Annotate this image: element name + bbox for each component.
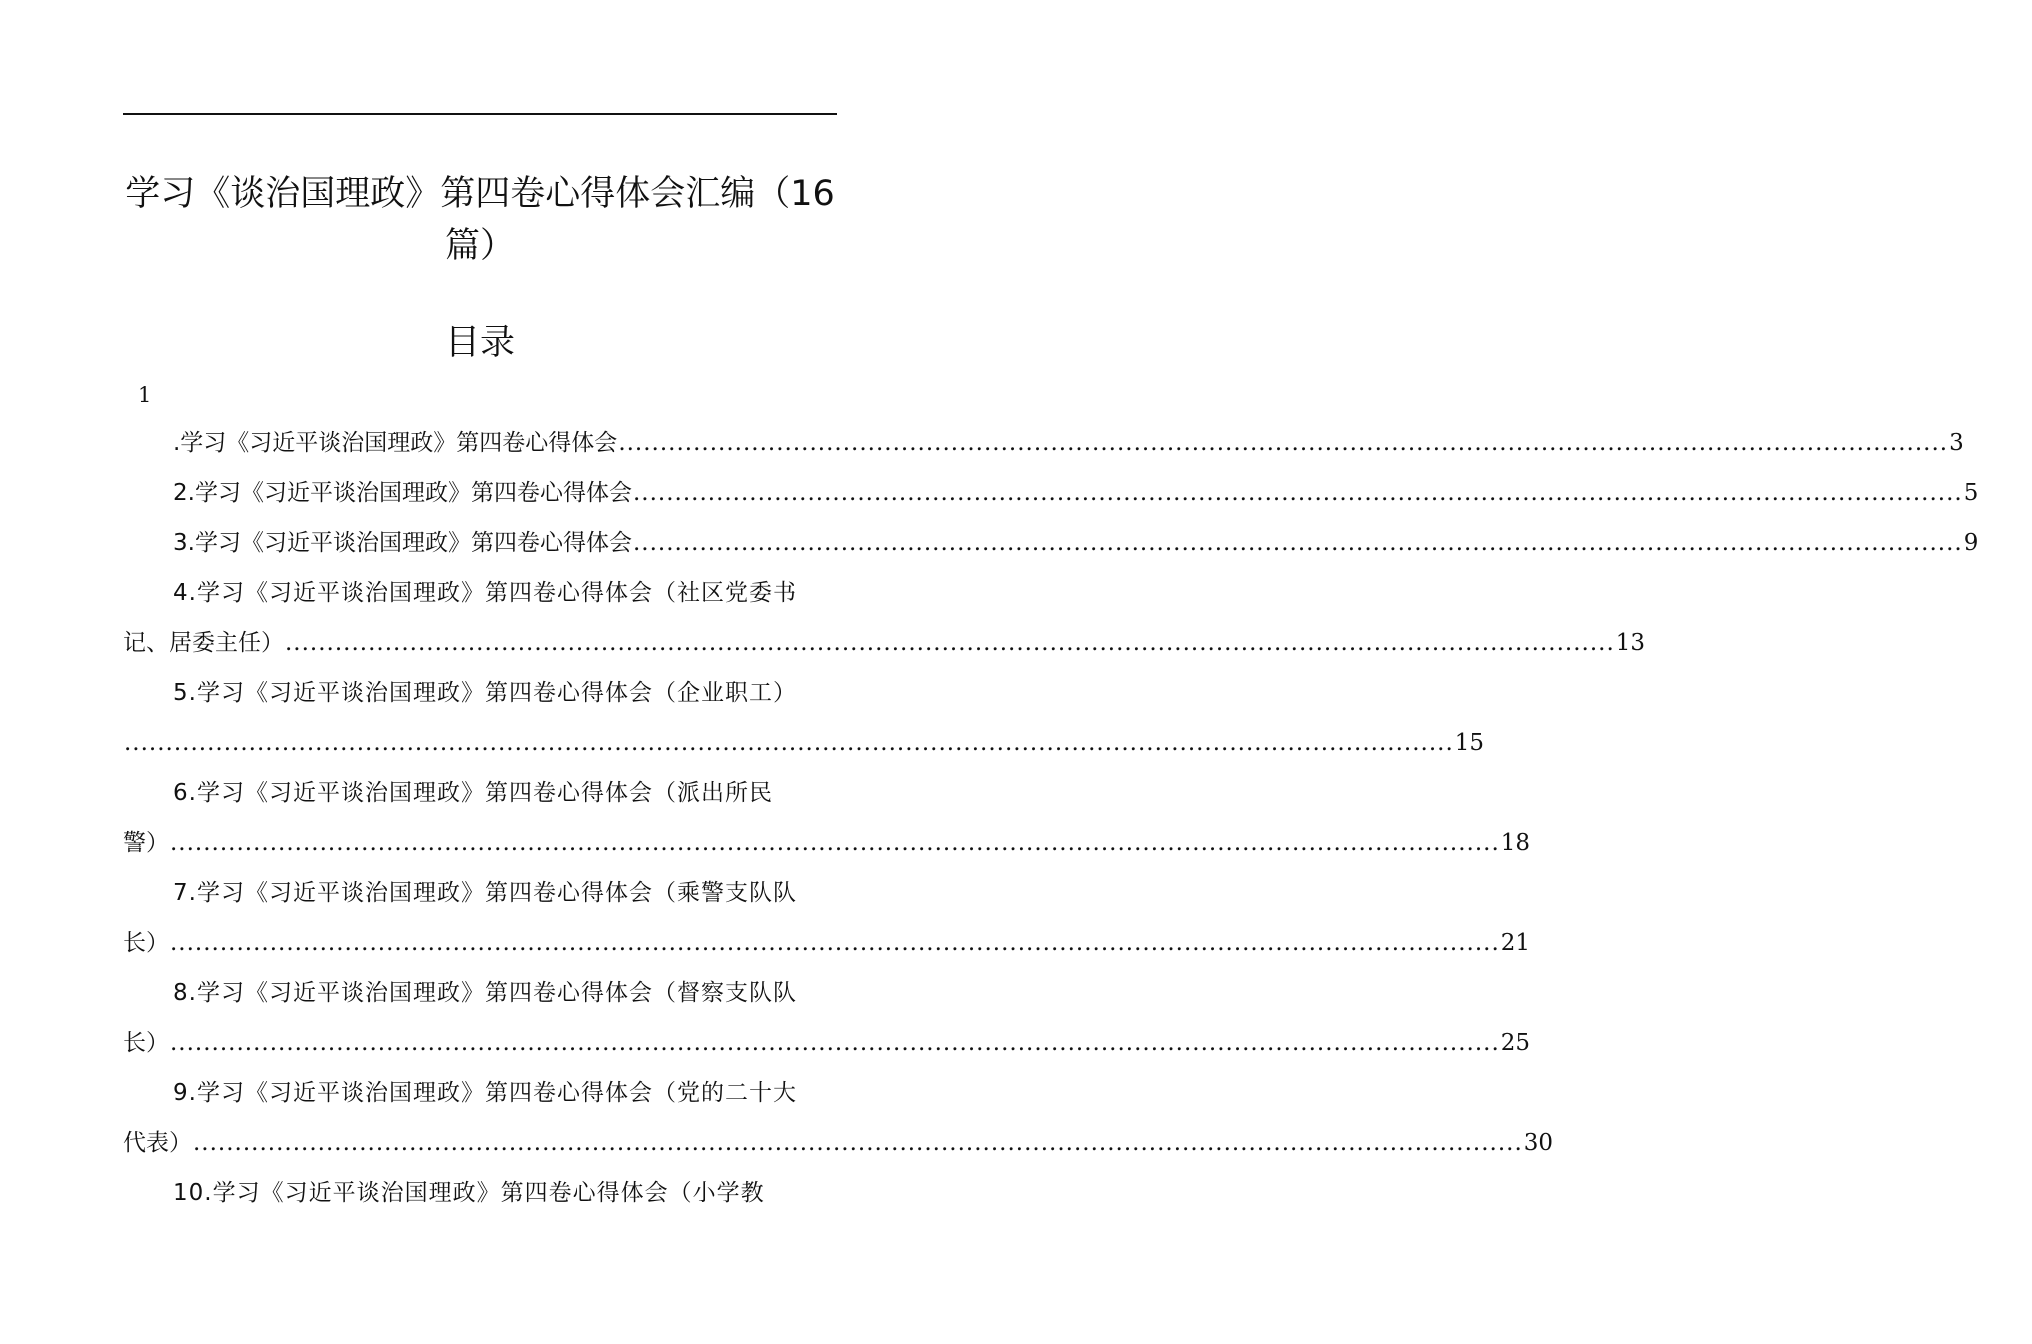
toc-entry-title-cont: 警） <box>123 830 169 856</box>
toc-entry-page: 25 <box>1500 1030 1531 1056</box>
toc-entry-page: 13 <box>1615 630 1646 656</box>
toc-entry-title-cont: 长） <box>123 1030 169 1056</box>
toc-entry[interactable] <box>123 968 1531 1068</box>
toc-entry[interactable] <box>123 768 1531 868</box>
toc-entry-page: 18 <box>1500 830 1531 856</box>
toc-entry[interactable] <box>123 468 1979 518</box>
toc-entry-page: 30 <box>1523 1130 1554 1156</box>
toc-entry-page: 9 <box>1963 530 1979 556</box>
document-title-line2: 篇） <box>444 226 515 266</box>
toc-leader-dots: ................................................................................................................................................................ <box>170 1030 1500 1056</box>
toc-entry[interactable] <box>123 1168 837 1218</box>
toc-entry[interactable] <box>123 568 1646 668</box>
document-title-line1: 学习《谈治国理政》第四卷心得体会汇编（16 <box>125 174 835 214</box>
toc-entry[interactable] <box>123 668 1485 768</box>
toc-leader-dots: ................................................................................................................................................................ <box>632 480 1963 506</box>
page-number: 1 <box>138 383 152 407</box>
header-rule <box>123 113 837 115</box>
toc-entry-title: 8.学习《习近平谈治国理政》第四卷心得体会（督察支队队 <box>173 980 797 1006</box>
toc-entry-page: 3 <box>1949 430 1964 456</box>
toc-entry-title: 3.学习《习近平谈治国理政》第四卷心得体会 <box>173 530 632 556</box>
toc-leader-dots: ................................................................................................................................................................ <box>193 1130 1523 1156</box>
toc-entry-page: 5 <box>1963 480 1979 506</box>
toc-entry[interactable] <box>123 518 1979 568</box>
toc-leader-dots: ................................................................................................................................................................ <box>170 830 1500 856</box>
toc-entry-title: 6.学习《习近平谈治国理政》第四卷心得体会（派出所民 <box>173 780 773 806</box>
toc-entry-title-cont: 记、居委主任） <box>123 630 284 656</box>
toc-leader-dots: ................................................................................................................................................................ <box>124 730 1454 756</box>
toc-entry-title: 5.学习《习近平谈治国理政》第四卷心得体会（企业职工） <box>173 680 797 706</box>
toc-leader-dots: ................................................................................................................................................................ <box>632 530 1963 556</box>
toc-leader-dots: ................................................................................................................................................................ <box>618 430 1949 456</box>
toc-entry-title-cont: 代表） <box>123 1130 192 1156</box>
toc-entry[interactable] <box>123 1068 1554 1168</box>
toc-leader-dots: ................................................................................................................................................................ <box>170 930 1500 956</box>
document-title <box>123 168 837 272</box>
toc-entry-page: 21 <box>1500 930 1531 956</box>
toc-entry-page: 15 <box>1454 730 1485 756</box>
toc-entry-title-cont: 长） <box>123 930 169 956</box>
toc-entry-title: 4.学习《习近平谈治国理政》第四卷心得体会（社区党委书 <box>173 580 797 606</box>
toc-entry-title: 10.学习《习近平谈治国理政》第四卷心得体会（小学教 <box>173 1180 765 1206</box>
toc-entry-title: 7.学习《习近平谈治国理政》第四卷心得体会（乘警支队队 <box>173 880 797 906</box>
toc-leader-dots: ................................................................................................................................................................ <box>285 630 1615 656</box>
table-of-contents <box>123 418 1979 1218</box>
toc-entry[interactable] <box>123 418 1964 468</box>
toc-entry[interactable] <box>123 868 1531 968</box>
toc-entry-title: 2.学习《习近平谈治国理政》第四卷心得体会 <box>173 480 632 506</box>
toc-entry-title: 9.学习《习近平谈治国理政》第四卷心得体会（党的二十大 <box>173 1080 797 1106</box>
toc-entry-title: .学习《习近平谈治国理政》第四卷心得体会 <box>173 430 618 456</box>
toc-heading: 目录 <box>444 323 515 363</box>
